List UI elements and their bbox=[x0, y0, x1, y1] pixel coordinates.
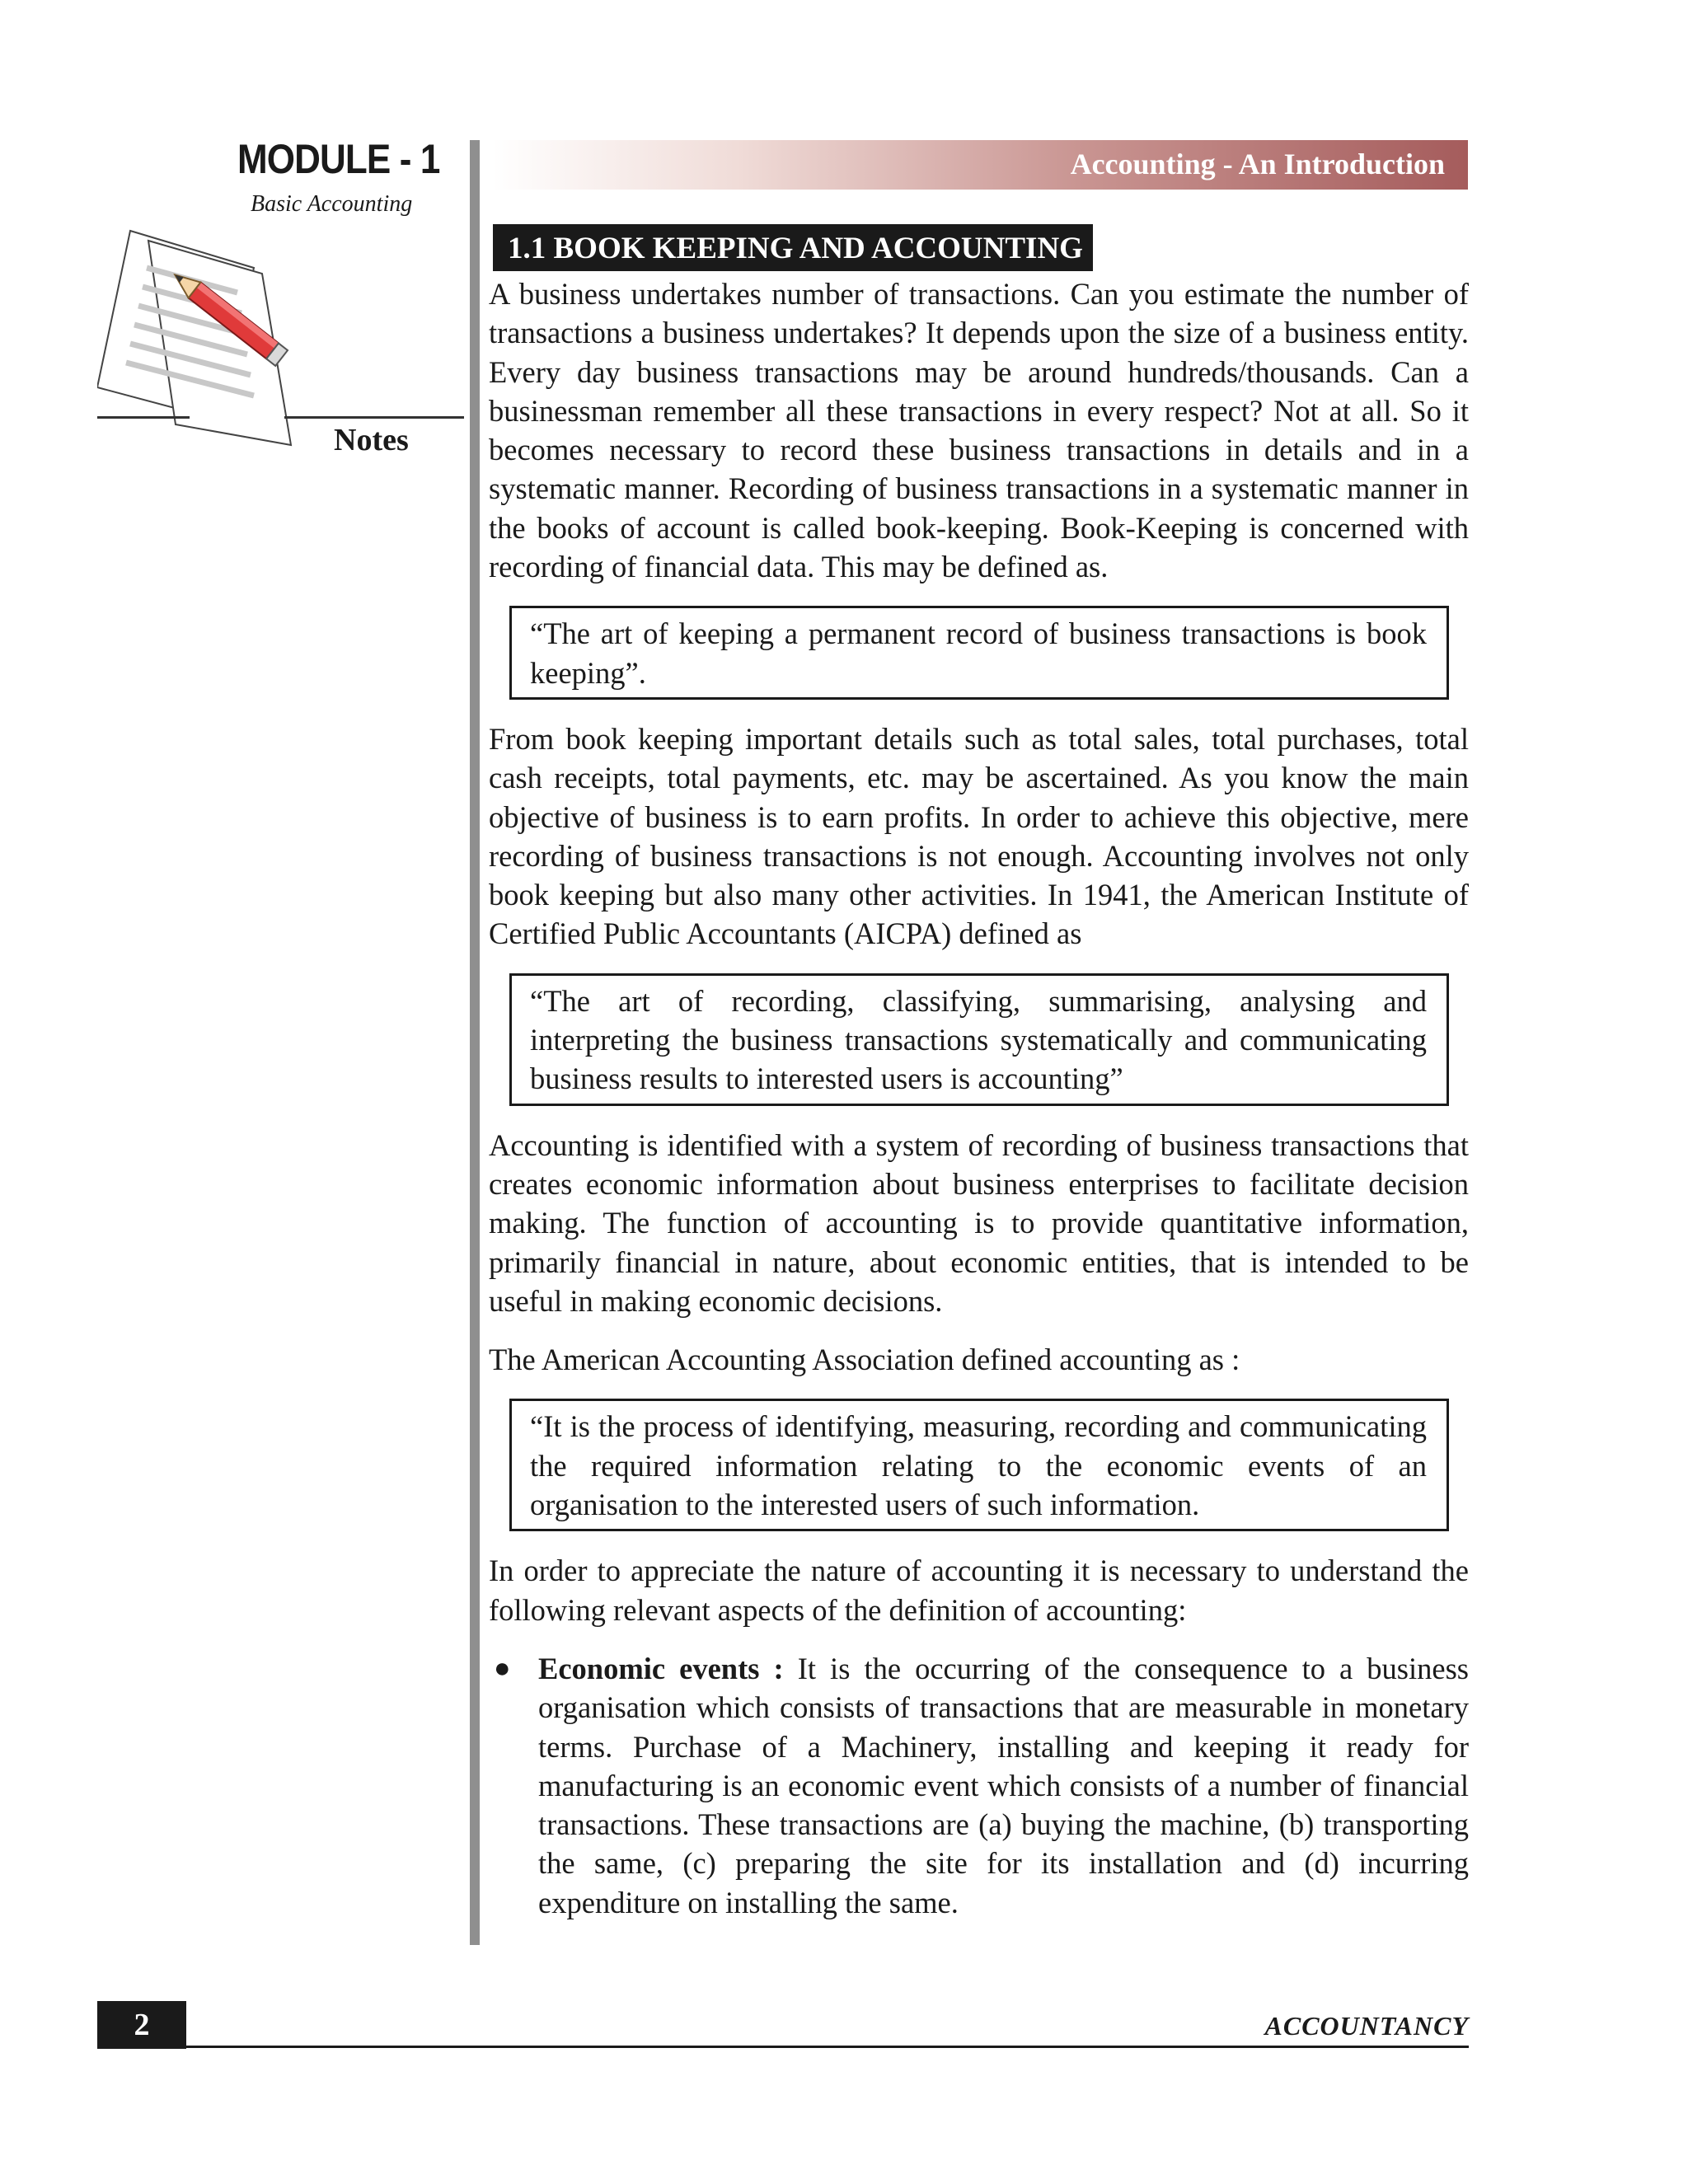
paragraph-accounting-aicpa: From book keeping important details such as total sales, total purchases, total cash receipts, total payments, etc. may be ascertained. As you know the main objective of business is to earn profits. In order to achieve this objective, mere recording of business transactions is not enough. Accounting involves not only book keeping but also many other activities. In 1941, the American Institute of Certified Public Accountants (AICPA) defined as bbox=[489, 721, 1469, 951]
paragraph-aaa-intro: The American Accounting Association defined accounting as : bbox=[489, 1343, 1240, 1377]
bullet-description: It is the occurring of the consequence to a business organisation which consists of transactions that are measurable in monetary terms. Purchase of a Machinery, installing and keeping it ready for manufacturing is an economic event which consists of a number of financial transactions. These transactions are (a) buying the machine, (b) transporting the same, (c) preparing the site for its installation and (d) incurring expenditure on installing the same. bbox=[538, 1651, 1469, 1919]
chapter-title: Accounting - An Introduction bbox=[1070, 148, 1445, 180]
module-title: MODULE - 1 bbox=[237, 136, 440, 182]
list-item bbox=[489, 1649, 1469, 1922]
chapter-header-strip bbox=[492, 140, 1468, 190]
notes-rule bbox=[97, 416, 190, 419]
footer-title: ACCOUNTANCY bbox=[1264, 2011, 1469, 2041]
paragraph-book-keeping-intro: A business undertakes number of transactions. Can you estimate the number of transactions a business undertakes? It depends upon the size of a business entity. Every day business transactions may be around hundreds/thousands. Can a businessman remember all these transactions in every respect? Not at all. So it becomes necessary to record these business transactions in details and in a systematic manner. Recording of business transactions in a systematic manner in the books of account is called book-keeping. Book-Keeping is concerned with recording of financial data. This may be defined as. bbox=[489, 277, 1469, 584]
definition-box-aicpa: “The art of recording, classifying, summarising, analysing and interpreting the business transactions systematically and communicating business results to interested users is accounting” bbox=[509, 973, 1449, 1106]
margin-divider-bar bbox=[470, 140, 480, 1945]
bullet-text bbox=[538, 1649, 1469, 1922]
page-number: 2 bbox=[97, 2001, 186, 2049]
section-heading: 1.1 BOOK KEEPING AND ACCOUNTING bbox=[493, 224, 1093, 271]
definition-box-aaa: “It is the process of identifying, measuring, recording and communicating the required information relating to the economic events of an organisation to the interested users of such information. bbox=[509, 1399, 1449, 1531]
notes-rule bbox=[284, 416, 464, 419]
paragraph-aspects-intro: In order to appreciate the nature of accounting it is necessary to understand the following relevant aspects of the definition of accounting: bbox=[489, 1554, 1469, 1627]
module-subtitle: Basic Accounting bbox=[251, 191, 413, 217]
notepad-with-pencil-icon bbox=[97, 223, 320, 462]
paragraph-accounting-system: Accounting is identified with a system of recording of business transactions that creates economic information about business enterprises to facilitate decision making. The function of accounting is to provide quantitative information, primarily financial in nature, about economic entities, that is intended to be useful in making economic decisions. bbox=[489, 1127, 1469, 1318]
bullet-term: Economic events : bbox=[538, 1651, 784, 1685]
main-content bbox=[489, 224, 1469, 1922]
footer-rule bbox=[97, 2046, 1469, 2048]
notes-label: Notes bbox=[334, 423, 409, 457]
bullet-icon: ● bbox=[494, 1652, 511, 1684]
definition-box-book-keeping: “The art of keeping a permanent record of business transactions is book keeping”. bbox=[509, 606, 1449, 700]
